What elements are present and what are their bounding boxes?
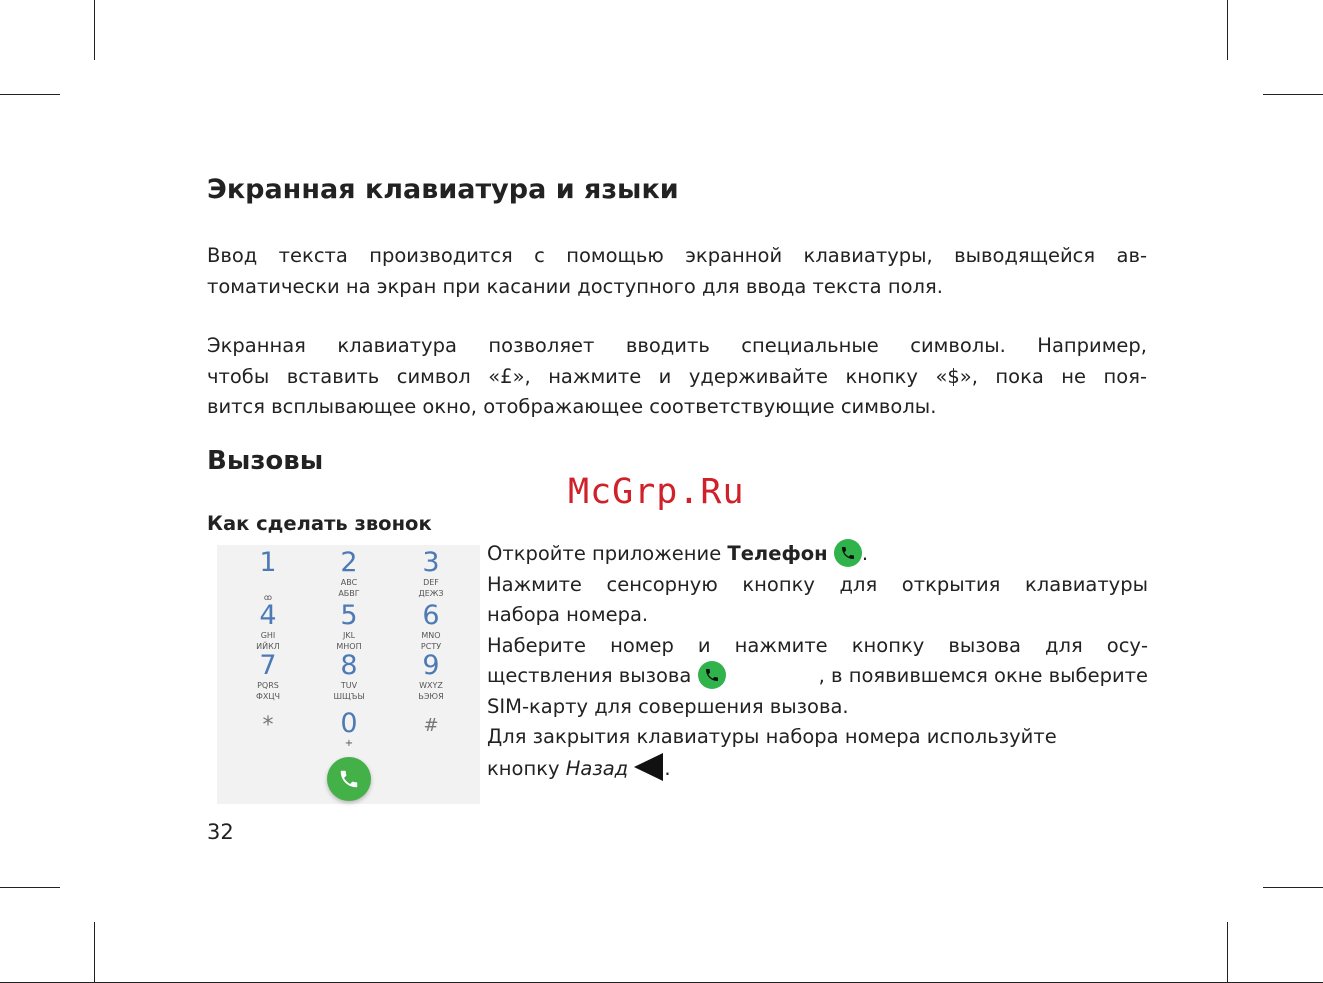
- key-letters: ABC: [340, 578, 358, 587]
- dial-key-2: [319, 549, 379, 599]
- crop-mark: [1263, 887, 1323, 888]
- key-letters-cyr: ИЙКЛ: [256, 642, 280, 651]
- instruction-line: SIM-карту для совершения вызова.: [487, 694, 849, 718]
- crop-mark: [1263, 94, 1323, 95]
- crop-mark: [94, 922, 95, 983]
- key-digit: 5: [340, 600, 358, 631]
- back-icon: [634, 753, 664, 781]
- key-letters: TUV: [340, 681, 358, 690]
- key-letters-cyr: МНОП: [336, 642, 362, 651]
- key-letters-cyr: ЬЭЮЯ: [418, 692, 444, 701]
- key-letters: GHI: [260, 631, 276, 640]
- app-name-phone: Телефон: [727, 542, 828, 565]
- crop-mark: [94, 0, 95, 60]
- instruction-text: .: [664, 756, 671, 780]
- key-digit: 1: [259, 547, 277, 578]
- dial-key-7: [238, 652, 298, 702]
- dial-key-5: [319, 602, 379, 652]
- key-digit: #: [423, 715, 439, 736]
- key-letters: JKL: [342, 631, 356, 640]
- watermark: McGrp.Ru: [568, 472, 745, 512]
- dial-key-4: [238, 593, 298, 652]
- section-title: Вызовы: [207, 446, 324, 476]
- call-button: [327, 757, 371, 801]
- key-digit: 6: [422, 600, 440, 631]
- key-digit: *: [262, 713, 274, 738]
- instruction-text: кнопку: [487, 756, 566, 780]
- call-instructions: [487, 539, 1148, 784]
- paragraph-symbols: [207, 331, 1147, 423]
- instruction-line: Для закрытия клавиатуры набора номера используйте: [487, 725, 1057, 748]
- text-line: Экранная клавиатура позволяет вводить специальные символы. Например,: [207, 334, 1147, 357]
- page-title: Экранная клавиатура и языки: [207, 174, 679, 205]
- key-letters-cyr: АБВГ: [338, 589, 360, 598]
- dial-key-3: [401, 549, 461, 599]
- instruction-line: Наберите номер и нажмите кнопку вызова для осу-: [487, 633, 1148, 657]
- crop-mark: [0, 94, 60, 95]
- page-number: 32: [207, 820, 234, 844]
- instruction-text: ществления вызова: [487, 664, 692, 687]
- instruction-line: [487, 661, 1148, 692]
- instruction-line: [487, 539, 1148, 570]
- text-line: вится всплывающее окно, отображающее соответствующие символы.: [207, 395, 937, 418]
- key-digit: 2: [340, 547, 358, 578]
- crop-mark: [1227, 0, 1228, 60]
- key-digit: 4: [259, 600, 277, 631]
- key-digit: 9: [422, 650, 440, 681]
- dial-key-6: [401, 602, 461, 652]
- key-digit: 0: [340, 708, 358, 739]
- dial-key-0: [319, 710, 379, 749]
- phone-app-icon: [834, 539, 862, 567]
- crop-mark: [0, 887, 60, 888]
- key-letters-cyr: ШЩЪЫ: [333, 692, 365, 701]
- key-letters: PQRS: [257, 681, 279, 690]
- paragraph-keyboard: [207, 241, 1147, 302]
- instruction-line: [487, 753, 1148, 785]
- key-letters-cyr: ФХЦЧ: [255, 692, 281, 701]
- voicemail-icon: ꝏ: [263, 593, 273, 602]
- text-line: томатически на экран при касании доступного для ввода текста поля.: [207, 274, 943, 298]
- key-letters: MNO: [421, 631, 441, 640]
- call-icon: [698, 661, 726, 689]
- key-letters: +: [344, 738, 354, 749]
- instruction-text: Откройте приложение: [487, 542, 728, 565]
- subsection-title: Как сделать звонок: [207, 512, 432, 535]
- key-letters: DEF: [423, 578, 439, 587]
- text-line: чтобы вставить символ «£», нажмите и удерживайте кнопку «$», пока не поя-: [207, 364, 1147, 388]
- instruction-line: набора номера.: [487, 603, 649, 626]
- back-label: Назад: [565, 756, 629, 780]
- key-digit: 3: [422, 547, 440, 578]
- instruction-text: , в появившемся окне выберите: [818, 664, 1148, 687]
- phone-icon: [338, 768, 360, 790]
- key-letters: WXYZ: [419, 681, 443, 690]
- instruction-text: .: [861, 542, 869, 565]
- dialer-keypad-image: [217, 545, 480, 804]
- instruction-line: Нажмите сенсорную кнопку для открытия клавиатуры: [487, 572, 1148, 596]
- dial-key-star: [238, 712, 298, 740]
- key-letters-cyr: ДЕЖЗ: [418, 589, 444, 598]
- key-digit: 7: [259, 650, 277, 681]
- key-digit: 8: [340, 650, 358, 681]
- text-line: Ввод текста производится с помощью экранной клавиатуры, выводящейся ав-: [207, 244, 1147, 267]
- dial-key-hash: [401, 712, 461, 740]
- instruction-text: [487, 661, 726, 692]
- dial-key-8: [319, 652, 379, 702]
- dial-key-1: [238, 549, 298, 577]
- key-letters-cyr: РСТУ: [420, 642, 442, 651]
- crop-mark: [1227, 922, 1228, 983]
- dial-key-9: [401, 652, 461, 702]
